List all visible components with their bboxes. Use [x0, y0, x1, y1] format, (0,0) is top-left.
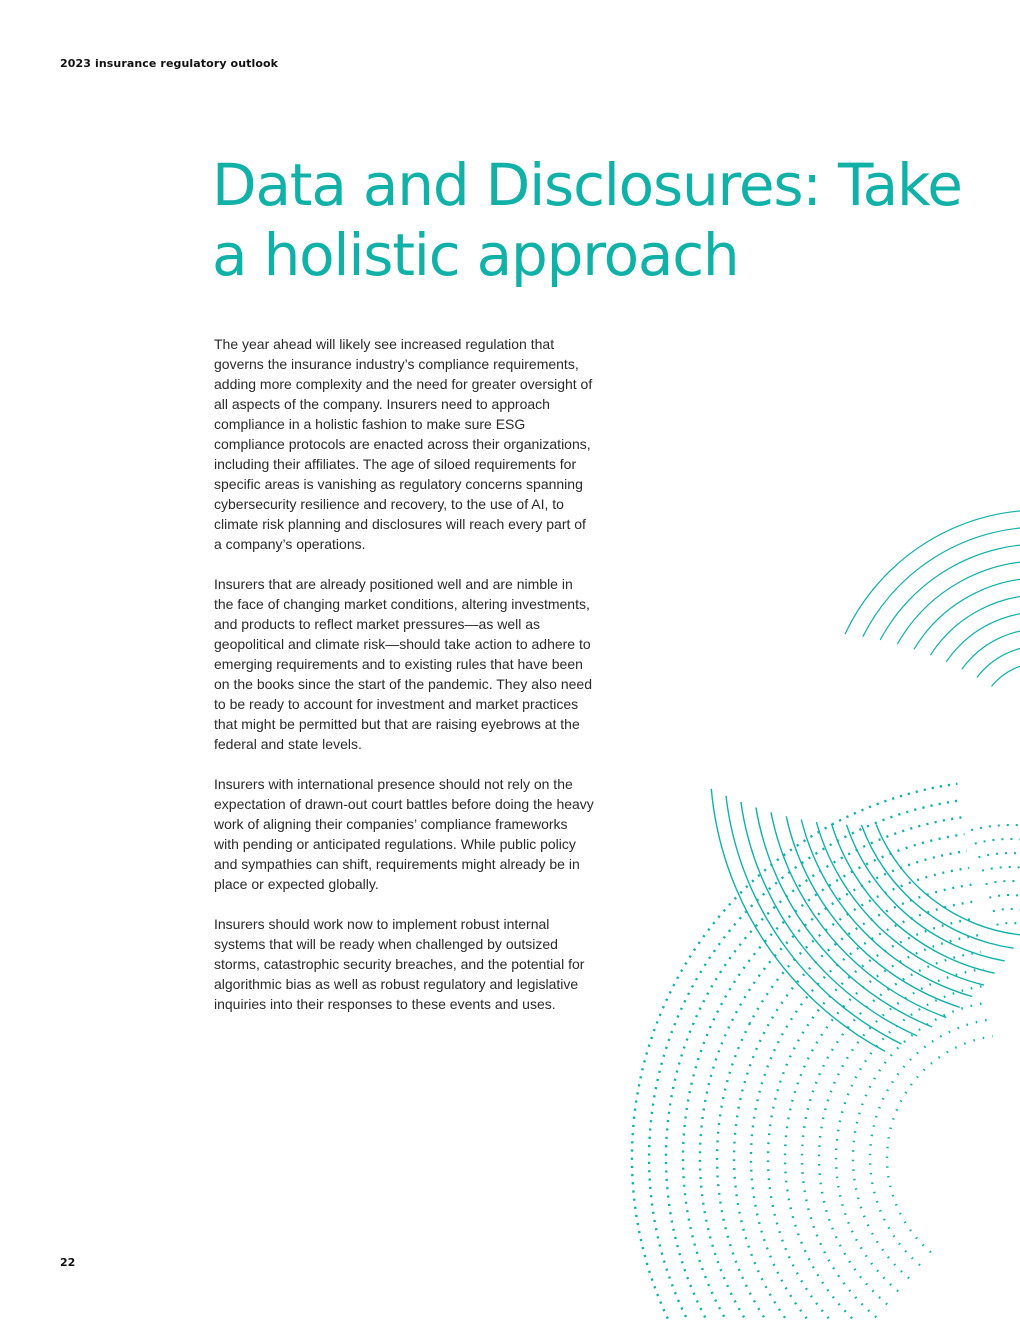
upper-arc-line: [863, 527, 1020, 637]
dotted-arc-small: [982, 867, 1020, 873]
page-title: [212, 150, 972, 290]
dotted-arc-ring: [734, 885, 972, 1320]
body-paragraph-4: Insurers should work now to implement robust internal systems that will be ready when challenged by outsized storms, catastrophic security breaches, and the potential for algorithmic bias as well as robust regulatory and legislative inquiries into their responses to these events and uses.: [214, 916, 585, 1012]
dotted-arc-ring: [853, 1003, 988, 1279]
body-paragraph-2: Insurers that are already positioned well and are nimble in the face of changing market conditions, altering investments, and products to reflect market pressures—as well as geopolitical and climate risk—should take action to adhere to emerging requirements and to existing rules that have been on the books since the start of the pandemic. They also need to be ready to account for investment and market practices that might be permitted but that are raising eyebrows at the federal and state levels.: [214, 576, 592, 752]
dotted-arc-ring: [717, 868, 969, 1320]
dotted-arc-ring: [819, 969, 983, 1304]
lower-arc-line: [756, 808, 932, 1028]
lower-arc-line: [847, 825, 1005, 961]
dotted-arc-small: [993, 909, 1020, 913]
body-paragraph-1: The year ahead will likely see increased regulation that governs the insurance industry’s compliance requirements, adding more complexity and the need for greater oversight of all aspects of the company. Insurers need to approach compliance in a holistic fashion to make sure ESG compliance protocols are enacted across their organizations, including their affiliates. The age of siloed requirements for specific areas is vanishing as regulatory concerns spanning cybersecurity resilience and recovery, to the use of AI, to climate risk planning and disclosures will reach every part of a company’s operations.: [214, 336, 593, 552]
lower-arc-line: [801, 820, 972, 997]
upper-arc-line: [930, 595, 1020, 655]
body-text: [214, 334, 594, 1034]
dotted-arc-ring: [751, 902, 974, 1320]
upper-arc-line: [880, 544, 1020, 640]
dotted-arc-small: [989, 895, 1020, 900]
dotted-arc-small: [975, 839, 1020, 847]
body-paragraph-3: Insurers with international presence should not rely on the expectation of drawn-out court battles before doing the heavy work of aligning their companies’ compliance frameworks with pending or anticipated regulations. While public policy and sympathies can shift, requirements might already be in place or expected globally.: [214, 776, 594, 892]
lower-arc-line: [876, 825, 1020, 936]
upper-arc-line: [897, 561, 1020, 644]
upper-arc-line: [946, 612, 1020, 662]
lower-arc-line: [862, 825, 1014, 948]
dotted-arc-ring: [649, 801, 960, 1320]
lower-arc-line: [726, 796, 902, 1044]
upper-arc-line: [992, 663, 1020, 686]
dotted-arc-ring: [802, 952, 981, 1317]
dotted-arc-ring: [836, 986, 986, 1292]
lower-arc-line: [832, 824, 995, 974]
upper-arc-line: [845, 510, 1020, 634]
page-number: 22: [60, 1256, 76, 1269]
dotted-arc-small: [971, 825, 1020, 834]
lower-arc-line: [741, 802, 917, 1036]
page-title-line-1: Data and Disclosures: Take: [212, 151, 962, 219]
dotted-arc-small: [978, 853, 1020, 860]
dotted-arc-ring: [683, 834, 964, 1320]
lower-arc-line: [786, 816, 960, 1007]
dotted-arc-ring: [700, 851, 967, 1320]
dotted-arc-small: [997, 923, 1020, 926]
lower-arc-line: [816, 822, 984, 985]
page-title-line-2: a holistic approach: [212, 221, 739, 289]
dotted-arc-ring: [666, 817, 962, 1320]
running-header: 2023 insurance regulatory outlook: [60, 57, 279, 70]
upper-arc-line: [914, 578, 1020, 649]
dotted-arc-small: [986, 881, 1020, 887]
dotted-arc-ring: [887, 1036, 993, 1252]
dotted-arc-ring: [785, 935, 979, 1320]
upper-arc-line: [962, 629, 1020, 669]
lower-arc-line: [711, 789, 885, 1052]
dotted-arc-ring: [632, 784, 957, 1320]
dotted-arc-ring: [870, 1019, 990, 1265]
lower-arc-line: [771, 812, 946, 1017]
upper-arc-line: [977, 646, 1020, 678]
dotted-arc-ring: [768, 918, 976, 1320]
